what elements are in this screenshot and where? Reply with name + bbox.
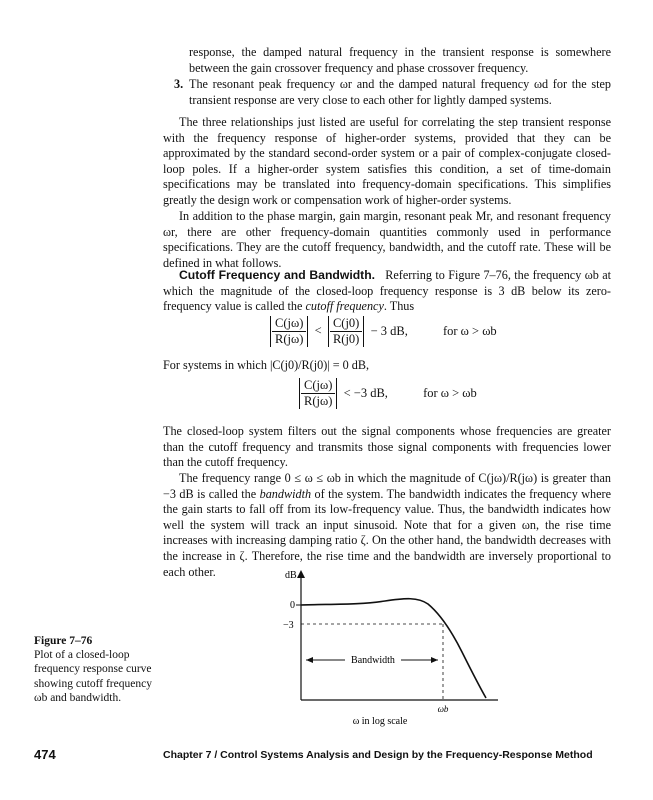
- paragraph-bandwidth: The frequency range 0 ≤ ω ≤ ωb in which the magnitude of C(jω)/R(jω) is greater than −3 dB is called the bandwidth of the system. The bandwidth indicates the frequency where the gain starts to fall off from its low-frequency value. Thus, the bandwidth indicates how well the system will track an input sinusoid. Note that for a given ωn, the rise time increases with increasing damping ratio ζ. On the other hand, the bandwidth decreases with the increase in ζ. Therefore, the rise time and the bandwidth are inversely proportional to each other.: [163, 471, 612, 579]
- tick-minus3: −3: [283, 620, 294, 631]
- chapter-running-head: Chapter 7 / Control Systems Analysis and Design by the Frequency-Response Method: [163, 749, 593, 761]
- x-axis-label: ω in log scale: [352, 716, 408, 727]
- arrow-left-icon: [306, 657, 313, 663]
- arrow-right-icon: [431, 657, 438, 663]
- section-heading: Cutoff Frequency and Bandwidth.: [179, 268, 376, 282]
- bandwidth-label: Bandwidth: [351, 655, 395, 666]
- wb-label: ωb: [437, 704, 449, 714]
- y-axis-label: dB: [285, 570, 297, 581]
- list-item-2-continuation: response, the damped natural frequency in the transient response is somewhere between the gain crossover frequency and phase crossover frequency.: [189, 45, 611, 75]
- y-axis-arrow-icon: [297, 570, 305, 578]
- equation-cutoff-zero-db: $\frac{C(j\omega)}{R(j\omega)}$ < −3 dB, for ω > ωb: [299, 378, 477, 409]
- systems-line: For systems in which |C(j0)/R(j0)| = 0 dB,: [163, 358, 370, 372]
- equation-cutoff-definition: $\frac{C(j\omega)}{R(j\omega)}$ < $\frac{C(j0)}{R(j0)}$ − 3 dB, for ω > ωb: [270, 316, 497, 347]
- section-cutoff-bandwidth: Cutoff Frequency and Bandwidth. Referring to Figure 7–76, the frequency ωb at which the magnitude of the closed-loop frequency response is 3 dB below its zero-frequency value is called the cutoff frequency. Thus: [163, 268, 611, 314]
- frequency-response-curve: [301, 599, 486, 698]
- paragraph-relationships: The three relationships just listed are useful for correlating the step transient response with the frequency response of higher-order systems, provided that they can be approximated by the standard second-order system or a pair of complex-conjugate closed-loop poles. If a higher-order system satisfies this condition, a set of time-domain specifications may be translated into frequency-domain specifications. This simplifies greatly the design work or compensation work of higher-order systems.: [163, 115, 611, 207]
- figure-caption-text: Plot of a closed-loop frequency response curve showing cutoff frequency ωb and bandwidth.: [34, 649, 152, 704]
- paragraph-filter: The closed-loop system filters out the signal components whose frequencies are greater than the cutoff frequency and transmits those signal components with frequencies lower than the cutoff frequency.: [163, 424, 611, 470]
- list-text: The resonant peak frequency ωr and the damped natural frequency ωd for the step transient response are very close to each other for lightly damped systems.: [189, 77, 611, 107]
- figure-caption: [34, 634, 154, 705]
- figure-label: Figure 7–76: [34, 635, 93, 647]
- tick-zero: 0: [290, 600, 295, 611]
- paragraph-frequency-domain: In addition to the phase margin, gain margin, resonant peak Mr, and resonant frequency ωr, there are other frequency-domain quantities commonly used in performance specifications. They are the cutoff frequency, bandwidth, and the cutoff rate. These will be defined in what follows.: [163, 209, 611, 270]
- term-bandwidth: bandwidth: [259, 486, 312, 501]
- list-number: 3.: [174, 77, 184, 91]
- page-number: 474: [34, 747, 56, 762]
- term-cutoff-frequency: cutoff frequency: [305, 299, 384, 314]
